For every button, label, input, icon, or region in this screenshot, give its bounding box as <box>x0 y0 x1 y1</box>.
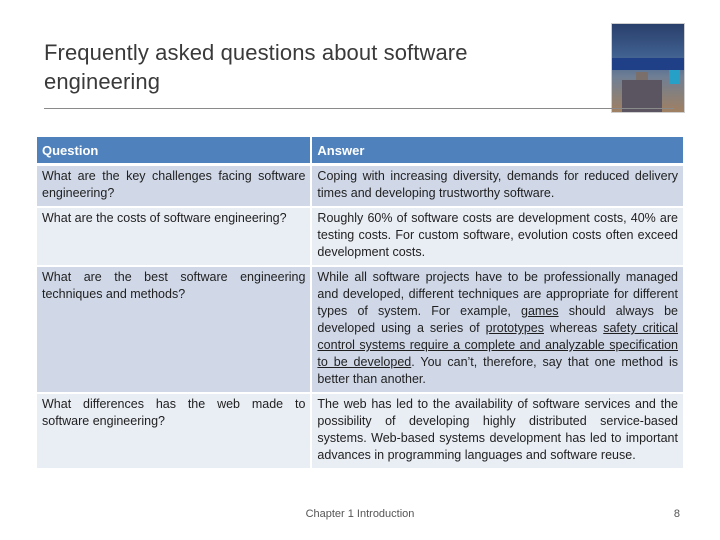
answer-cell: The web has led to the availability of software services and the possibility of developing highly distributed service-based systems. Web-based systems development has led to important advances in programming languages and software reuse. <box>312 394 683 470</box>
question-cell: What are the best software engineering techniques and methods? <box>37 267 312 394</box>
answer-cell <box>312 267 683 394</box>
answer-cell: Coping with increasing diversity, demands for reduced delivery times and developing trustworthy software. <box>312 166 683 208</box>
answer-text: . You can’t, therefore, say that one method is better than another. <box>317 355 678 386</box>
answer-underlined-games: games <box>521 304 559 318</box>
question-cell: What differences has the web made to software engineering? <box>37 394 312 470</box>
title-divider <box>44 108 674 109</box>
table-header-row <box>37 137 683 166</box>
answer-underlined-safety-critical: safety critical control systems require a complete and analyzable specification to be developed <box>317 321 678 369</box>
book-cover-band <box>612 58 684 70</box>
question-cell: What are the key challenges facing software engineering? <box>37 166 312 208</box>
table-row <box>37 394 683 470</box>
table-row <box>37 208 683 267</box>
slide-title: Frequently asked questions about software engineering <box>44 40 468 94</box>
answer-cell: Roughly 60% of software costs are development costs, 40% are testing costs. For custom software, evolution costs often exceed development costs. <box>312 208 683 267</box>
column-header-question: Question <box>37 137 312 166</box>
book-cover-edition-badge <box>669 70 680 84</box>
book-cover-image <box>611 23 685 113</box>
table-row <box>37 267 683 394</box>
answer-text: While all software projects have to be professionally managed and developed, different techniques are appropriate for different types of system. For example, <box>317 270 678 318</box>
answer-text: should always be developed using a series of <box>317 304 678 335</box>
question-cell: What are the costs of software engineering? <box>37 208 312 267</box>
answer-underlined-prototypes: prototypes <box>485 321 544 335</box>
column-header-answer: Answer <box>312 137 683 166</box>
table-row <box>37 166 683 208</box>
page-number: 8 <box>673 508 680 520</box>
faq-table <box>37 137 683 470</box>
answer-text: whereas <box>549 321 598 335</box>
footer-chapter-label: Chapter 1 Introduction <box>305 508 415 520</box>
